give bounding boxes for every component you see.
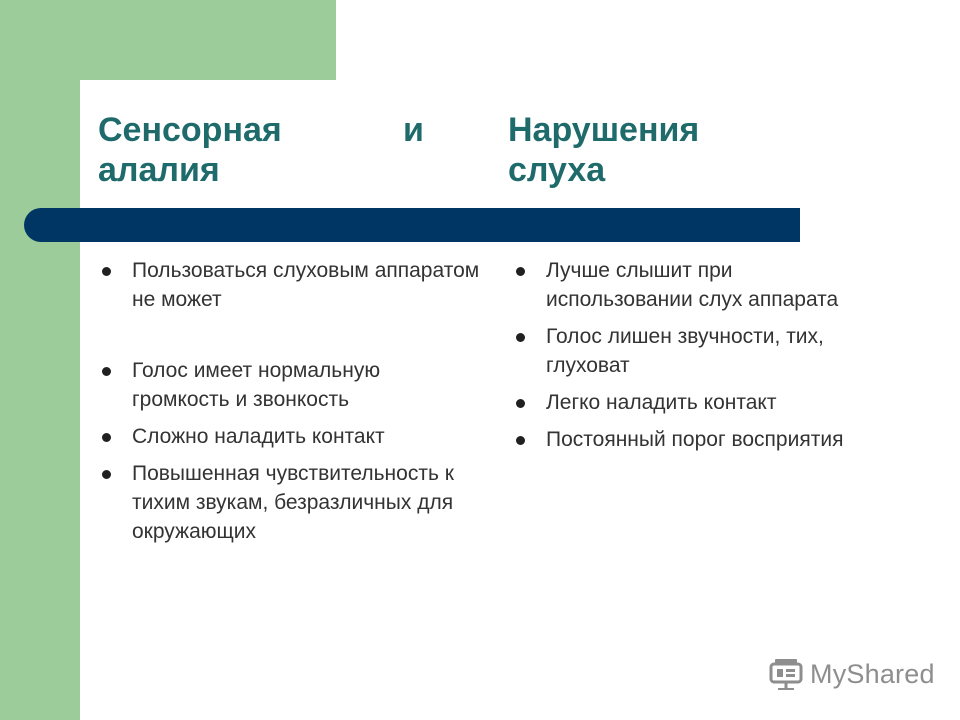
bullet-icon: [516, 399, 525, 408]
list-item: [514, 388, 854, 417]
list-item: [100, 256, 480, 314]
title-connector: и: [403, 111, 424, 149]
bullet-text: Голос лишен звучности, тих, глуховат: [546, 325, 824, 377]
right-bullet-list: [514, 256, 854, 454]
bullet-text: Пользоваться слуховым аппаратом не может: [132, 259, 480, 311]
title-right: Нарушения слуха: [508, 111, 700, 189]
list-item: [100, 356, 480, 414]
bullet-icon: [516, 267, 525, 276]
watermark-logo: [768, 656, 935, 692]
watermark-text: MyShared: [810, 658, 935, 689]
bullet-icon: [102, 433, 111, 442]
bullet-text: Лучше слышит при использовании слух аппарата: [546, 259, 839, 311]
presentation-board-icon: [768, 658, 804, 690]
bullet-icon: [102, 367, 111, 376]
left-bullet-list: [100, 256, 480, 546]
list-item: [100, 459, 480, 546]
title-divider-bar: [24, 208, 800, 242]
title-left: Сенсорная алалия: [98, 111, 282, 189]
bullet-icon: [516, 333, 525, 342]
bullet-text: Повышенная чувствительность к тихим звукам, безразличных для окружающих: [132, 462, 454, 543]
list-item: [514, 322, 854, 380]
bullet-icon: [516, 436, 525, 445]
list-item: [514, 425, 854, 454]
list-item: [514, 256, 854, 314]
bullet-text: Сложно наладить контакт: [132, 425, 385, 448]
green-accent-left: [0, 0, 80, 720]
list-item: [100, 422, 480, 451]
bullet-icon: [102, 470, 111, 479]
bullet-text: Легко наладить контакт: [546, 391, 777, 414]
bullet-text: Постоянный порог восприятия: [546, 428, 844, 451]
bullet-icon: [102, 267, 111, 276]
bullet-text: Голос имеет нормальную громкость и звонкость: [132, 359, 381, 411]
